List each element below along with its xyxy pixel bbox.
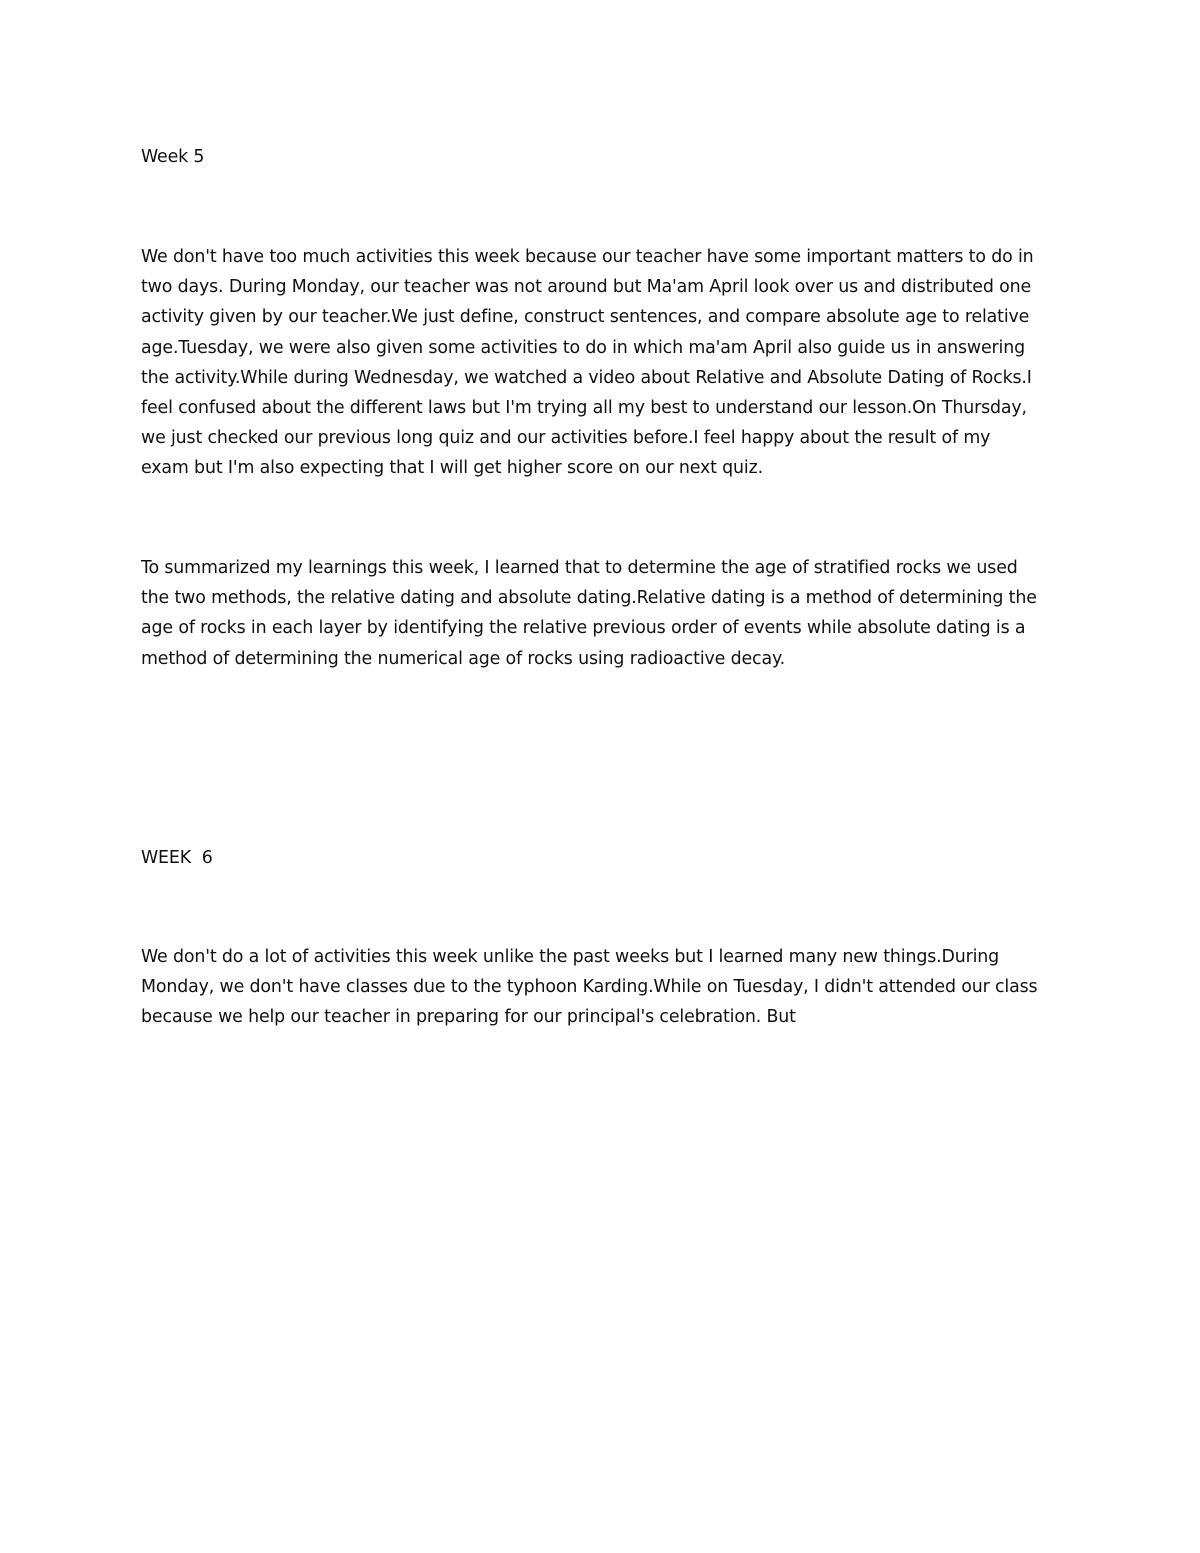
text-line: age.Tuesday, we were also given some activities to do in which ma'am April also guide us in answering: [141, 337, 1025, 358]
heading-text: WEEK 6: [141, 848, 213, 868]
text-line: activity given by our teacher.We just define, construct sentences, and compare absolute age to relative: [141, 307, 1030, 328]
text-line: We don't have too much activities this week because our teacher have some important matters to do in: [141, 247, 1034, 267]
text-line: we just checked our previous long quiz and our activities before.I feel happy about the result of my: [141, 428, 991, 449]
text-line: method of determining the numerical age of rocks using radioactive decay.: [141, 648, 785, 669]
text-line: age of rocks in each layer by identifying the relative previous order of events while absolute dating is a: [141, 618, 1026, 639]
week-6-paragraph-1: [141, 942, 1061, 1033]
text-line: the activity.While during Wednesday, we watched a video about Relative and Absolute Dating of Rocks.I: [141, 367, 1032, 388]
text-line: exam but I'm also expecting that I will get higher score on our next quiz.: [141, 458, 763, 479]
text-line: To summarized my learnings this week, I learned that to determine the age of stratified rocks we used: [141, 558, 1018, 578]
week-5-paragraph-2: [141, 553, 1061, 674]
text-line: the two methods, the relative dating and absolute dating.Relative dating is a method of determining the: [141, 588, 1037, 609]
week-5-heading: [141, 142, 1061, 172]
text-line: because we help our teacher in preparing for our principal's celebration. But: [141, 1007, 796, 1028]
text-line: We don't do a lot of activities this week unlike the past weeks but I learned many new things.During: [141, 947, 1000, 967]
week-6-heading: [141, 843, 1061, 873]
week-5-paragraph-1: [141, 242, 1061, 484]
text-line: Monday, we don't have classes due to the typhoon Karding.While on Tuesday, I didn't attended our class: [141, 977, 1038, 998]
heading-text: Week 5: [141, 147, 205, 167]
text-line: feel confused about the different laws but I'm trying all my best to understand our lesson.On Thursday,: [141, 398, 1027, 419]
text-line: two days. During Monday, our teacher was not around but Ma'am April look over us and distributed one: [141, 277, 1032, 298]
